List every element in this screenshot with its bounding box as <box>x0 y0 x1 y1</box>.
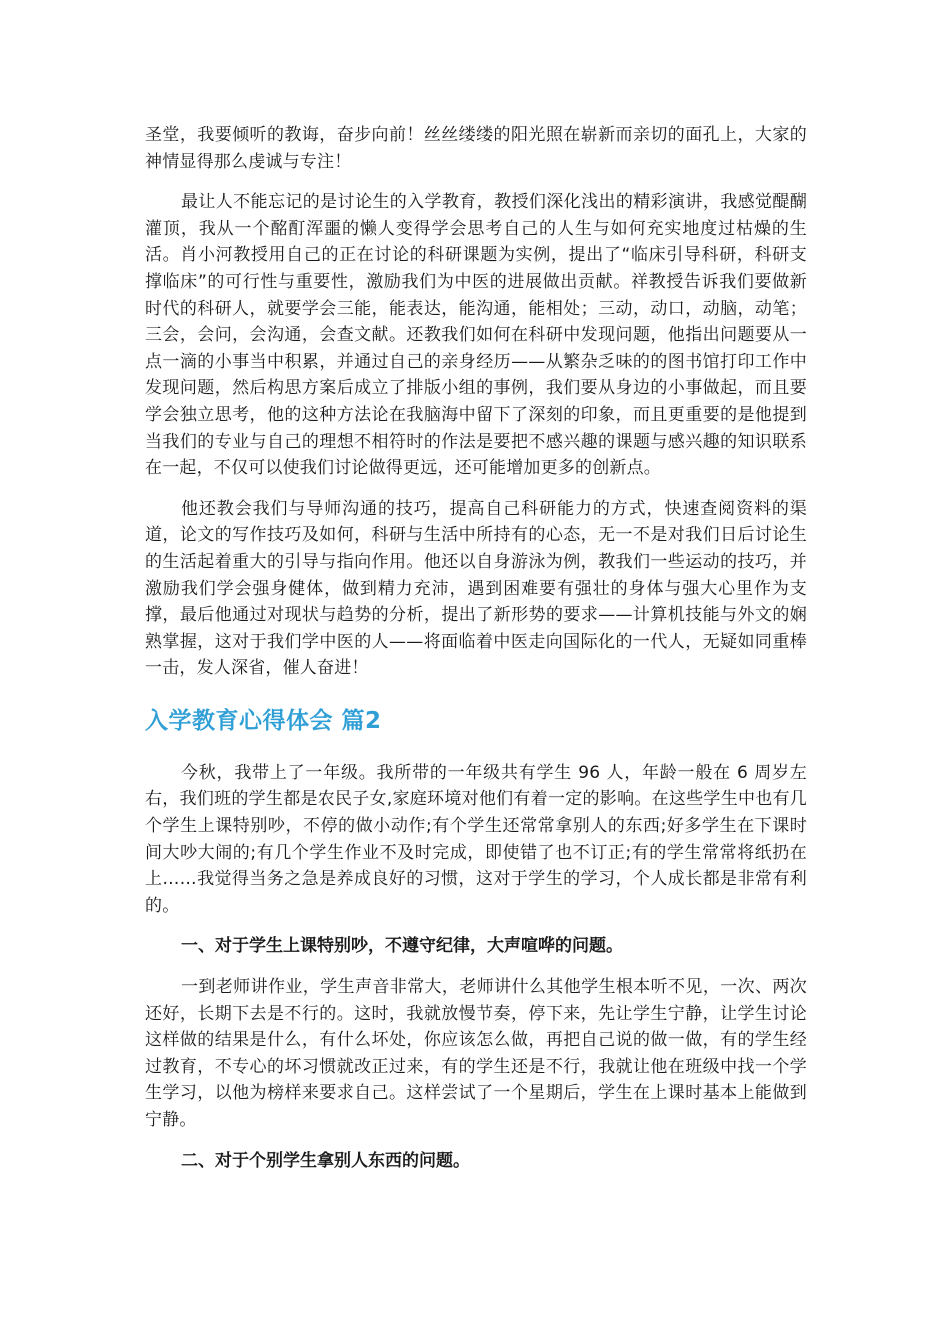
subheading-noise-issue: 一、对于学生上课特别吵，不遵守纪律，大声喧哗的问题。 <box>181 936 623 957</box>
document-page <box>145 122 807 1188</box>
section-heading: 入学教育心得体会 篇2 <box>145 707 382 734</box>
paragraph-noise-issue: 一到老师讲作业，学生声音非常大，老师讲什么其他学生根本听不见，一次、两次还好，长期下去是不行的。这时，我就放慢节奏，停下来，先让学生宁静，让学生讨论这样做的结果是什么，有什么坏处，你应该怎么做，再把自己说的做一做，有的学生经过教育，不专心的坏习惯就改正过来，有的学生还是不行，我就让他在班级中找一个学生学习，以他为榜样来要求自己。这样尝试了一个星期后，学生在上课时基本上能做到宁静。 <box>145 977 807 1130</box>
paragraph-continuation: 圣堂，我要倾听的教诲，奋步向前！丝丝缕缕的阳光照在崭新而亲切的面孔上，大家的神情显得那么虔诚与专注！ <box>145 125 807 172</box>
paragraph-intro: 今秋，我带上了一年级。我所带的一年级共有学生 96 人，年龄一般在 6 周岁左右，我们班的学生都是农民子女,家庭环境对他们有着一定的影响。在这些学生中也有几个学生上课特别吵，不停的做小动作;有个学生还常常拿别人的东西;好多学生在下课时间大吵大闹的;有几个学生作业不及时完成，即使错了也不订正;有的学生常常将纸扔在上……我觉得当务之急是养成良好的习惯，这对于学生的学习，个人成长都是非常有利的。 <box>145 762 807 916</box>
paragraph-entrance-education: 最让人不能忘记的是讨论生的入学教育，教授们深化浅出的精彩演讲，我感觉醍醐灌顶，我从一个酩酊浑噩的懒人变得学会思考自己的人生与如何充实地度过枯燥的生活。肖小河教授用自己的正在讨论的科研课题为实例，提出了“临床引导科研，科研支撑临床”的可行性与重要性，激励我们为中医的进展做出贡献。祥教授告诉我们要做新时代的科研人，就要学会三能，能表达，能沟通，能相处；三动，动口，动脑，动笔；三会，会问，会沟通，会查文献。还教我们如何在科研中发现问题，他指出问题要从一点一滴的小事当中积累，并通过自己的亲身经历——从繁杂乏味的的图书馆打印工作中发现问题，然后构思方案后成立了排版小组的事例，我们要从身边的小事做起，而且要学会独立思考，他的这种方法论在我脑海中留下了深刻的印象，而且更重要的是他提到当我们的专业与自己的理想不相符时的作法是要把不感兴趣的课题与感兴趣的知识联系在一起，不仅可以使我们讨论做得更远，还可能增加更多的创新点。 <box>145 192 807 479</box>
paragraph-communication-skills: 他还教会我们与导师沟通的技巧，提高自己科研能力的方式，快速查阅资料的渠道，论文的写作技巧及如何，科研与生活中所持有的心态，无一不是对我们日后讨论生的生活起着重大的引导与指向作用。他还以自身游泳为例，教我们一些运动的技巧，并激励我们学会强身健体，做到精力充沛，遇到困难要有强壮的身体与强大心里作为支撑，最后他通过对现状与趋势的分析，提出了新形势的要求——计算机技能与外文的娴熟掌握，这对于我们学中医的人——将面临着中医走向国际化的一代人，无疑如同重棒一击，发人深省，催人奋进！ <box>145 498 807 679</box>
subheading-taking-items-issue: 二、对于个别学生拿别人东西的问题。 <box>181 1150 470 1171</box>
